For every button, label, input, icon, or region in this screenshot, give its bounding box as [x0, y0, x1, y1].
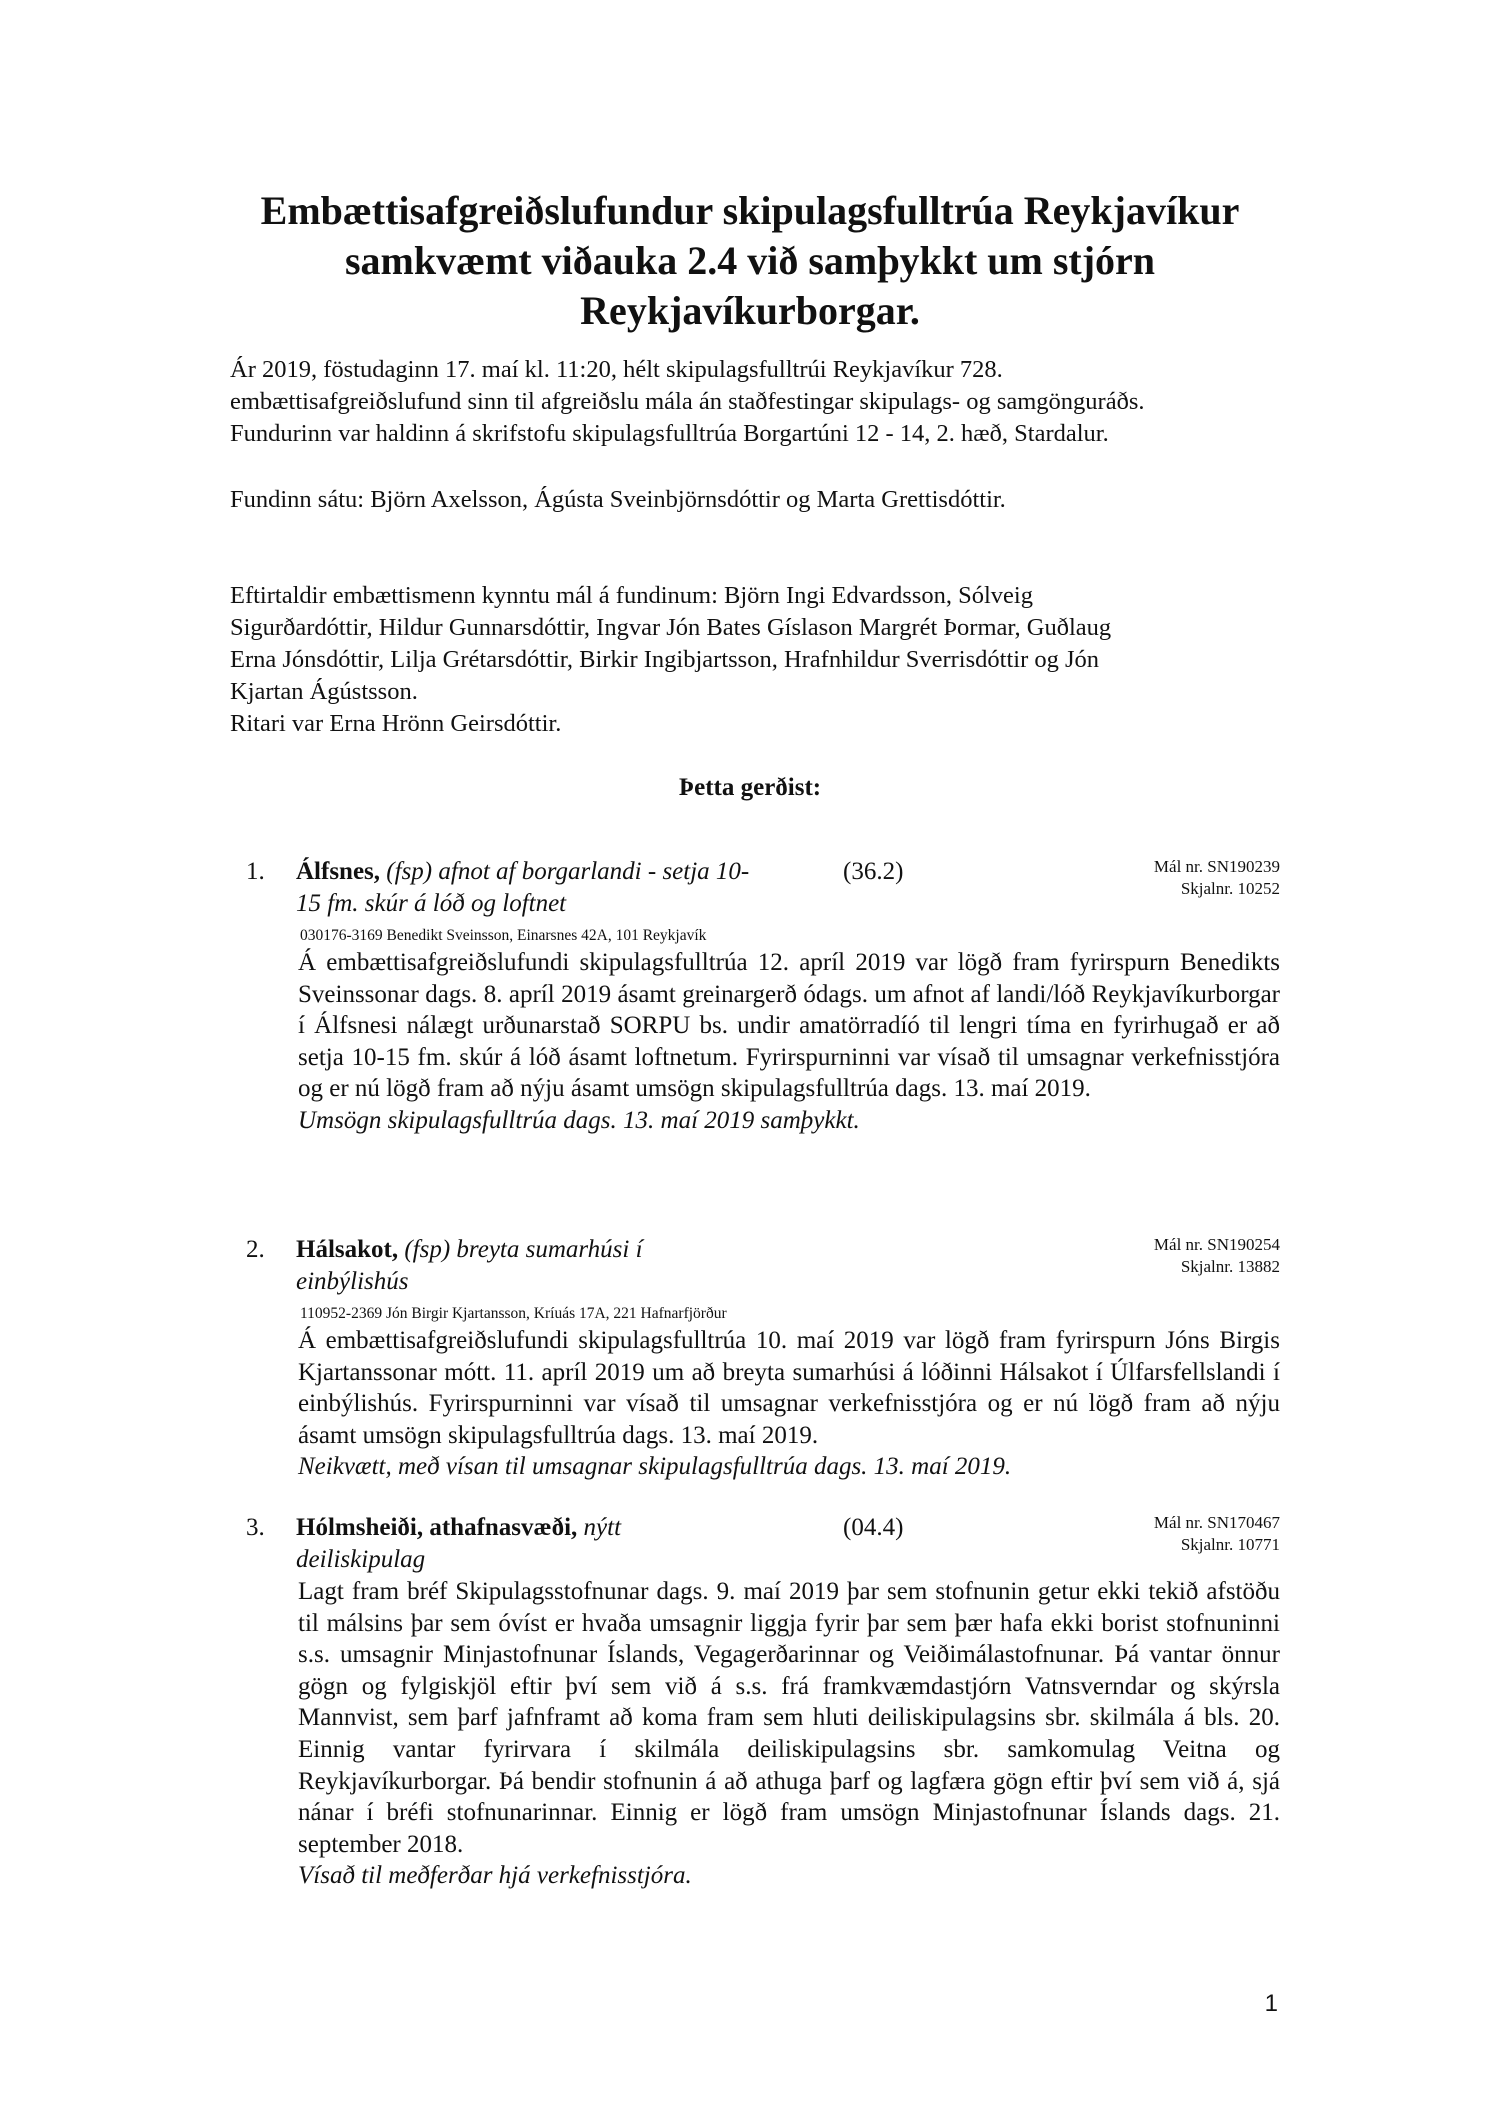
intro-line-3: Fundurinn var haldinn á skrifstofu skipulagsfulltrúa Borgartúni 12 - 14, 2. hæð, Stardalur. — [230, 420, 1109, 447]
title-line-3: Reykjavíkurborgar. — [580, 288, 920, 333]
item-body — [298, 947, 1280, 1137]
intro-paragraph — [230, 354, 1270, 450]
item-body-text: Á embættisafgreiðslufundi skipulagsfulltrúa 10. maí 2019 var lögð fram fyrirspurn Jóns Birgis Kjartanssonar mótt. 11. apríl 2019 um að breyta sumarhúsi á lóðinni Hálsakot í Úlfarsfellslandi í einbýlishús. Fyrirspurninni var vísað til umsagnar verkefnisstjóra og er nú lögð fram að nýju ásamt umsögn skipulagsfulltrúa dags. 13. maí 2019. — [298, 1327, 1280, 1449]
officials-line-1: Eftirtaldir embættismenn kynntu mál á fundinum: Björn Ingi Edvardsson, Sólveig — [230, 582, 1033, 609]
item-title — [296, 856, 749, 920]
item-title-italic-2: deiliskipulag — [296, 1546, 426, 1573]
item-title-italic-2: einbýlishús — [296, 1268, 409, 1295]
officials-paragraph — [230, 580, 1270, 708]
item-title — [296, 1234, 643, 1298]
item-title — [296, 1512, 621, 1576]
item-reference — [1154, 856, 1280, 900]
section-heading: Þetta gerðist: — [678, 774, 822, 801]
case-number: Mál nr. SN190239 — [1153, 857, 1280, 876]
item-decision: Neikvætt, með vísan til umsagnar skipulagsfulltrúa dags. 13. maí 2019. — [298, 1453, 1012, 1481]
officials-line-4: Kjartan Ágústsson. — [230, 678, 418, 705]
item-applicant: 030176-3169 Benedikt Sveinsson, Einarsnes 42A, 101 Reykjavík — [300, 927, 707, 944]
item-title-italic-2: 15 fm. skúr á lóð og loftnet — [296, 890, 567, 917]
item-title-italic-1: (fsp) afnot af borgarlandi - setja 10- — [386, 858, 750, 885]
intro-line-2: embættisafgreiðslufund sinn til afgreiðslu mála án staðfestingar skipulags- og samgönguráðs. — [230, 388, 1145, 415]
item-number: 1. — [246, 858, 265, 885]
item-body-text: Á embættisafgreiðslufundi skipulagsfulltrúa 12. apríl 2019 var lögð fram fyrirspurn Benedikts Sveinssonar dags. 8. apríl 2019 ásamt greinargerð ódags. um afnot af landi/lóð Reykjavíkurborgar í Álfsnesi nálægt urðunarstað SORPU bs. undir amatörradíó til lengri tíma en fyrirhugað er að setja 10-15 fm. skúr á lóð ásamt loftnetum. Fyrirspurninni var vísað til umsagnar verkefnisstjóra og er nú lögð fram að nýju ásamt umsögn skipulagsfulltrúa dags. 13. maí 2019. — [298, 949, 1280, 1103]
item-reference — [1154, 1234, 1280, 1278]
title-line-2: samkvæmt viðauka 2.4 við samþykkt um stjórn — [344, 238, 1156, 283]
document-number: Skjalnr. 10771 — [1180, 1535, 1280, 1554]
case-number: Mál nr. SN190254 — [1153, 1235, 1280, 1254]
document-number: Skjalnr. 13882 — [1180, 1257, 1280, 1276]
document-number: Skjalnr. 10252 — [1180, 879, 1280, 898]
title-line-1: Embættisafgreiðslufundur skipulagsfulltrúa Reykjavíkur — [260, 188, 1240, 233]
intro-line-1: Ár 2019, föstudaginn 17. maí kl. 11:20, hélt skipulagsfulltrúi Reykjavíkur 728. — [230, 356, 1003, 383]
attendees-paragraph: Fundinn sátu: Björn Axelsson, Ágústa Sveinbjörnsdóttir og Marta Grettisdóttir. — [230, 486, 1006, 513]
item-reference — [1154, 1512, 1280, 1556]
item-body — [298, 1325, 1280, 1483]
page-number: 1 — [1264, 1990, 1278, 2017]
item-area-code: (36.2) — [843, 858, 904, 885]
item-title-italic-1: (fsp) breyta sumarhúsi í — [404, 1236, 643, 1263]
secretary-paragraph: Ritari var Erna Hrönn Geirsdóttir. — [230, 710, 562, 737]
case-number: Mál nr. SN170467 — [1153, 1513, 1280, 1532]
item-title-bold: Álfsnes, — [296, 858, 381, 885]
officials-line-2: Sigurðardóttir, Hildur Gunnarsdóttir, Ingvar Jón Bates Gíslason Margrét Þormar, Guðlaug — [230, 614, 1112, 641]
item-decision: Umsögn skipulagsfulltrúa dags. 13. maí 2019 samþykkt. — [298, 1106, 860, 1134]
officials-line-3: Erna Jónsdóttir, Lilja Grétarsdóttir, Birkir Ingibjartsson, Hrafnhildur Sverrisdóttir og Jón — [230, 646, 1100, 673]
item-title-bold: Hálsakot, — [296, 1236, 399, 1263]
item-number: 2. — [246, 1236, 265, 1263]
item-title-bold: Hólmsheiði, athafnasvæði, — [296, 1514, 578, 1541]
item-title-italic-1: nýtt — [583, 1514, 622, 1541]
item-applicant: 110952-2369 Jón Birgir Kjartansson, Kríuás 17A, 221 Hafnarfjörður — [300, 1305, 727, 1322]
item-body — [298, 1576, 1280, 1892]
item-number: 3. — [246, 1514, 265, 1541]
page-title — [230, 186, 1270, 336]
item-body-text: Lagt fram bréf Skipulagsstofnunar dags. 9. maí 2019 þar sem stofnunin getur ekki tekið afstöðu til málsins þar sem óvíst er hvaða umsagnir liggja fyrir þar sem þær hafa ekki borist stofnuninni s.s. umsagnir Minjastofnunar Íslands, Vegagerðarinnar og Veiðimálastofnunar. Þá vantar önnur gögn og fylgiskjöl eftir því sem við á s.s. frá framkvæmdastjórn Vatnsverndar og skýrsla Mannvist, sem þarf jafnframt að koma fram sem hluti deiliskipulagsins sbr. skilmála á bls. 20. Einnig vantar fyrirvara í skilmála deiliskipulagsins sbr. samkomulag Veitna og Reykjavíkurborgar. Þá bendir stofnunin á að athuga þarf og lagfæra gögn eftir því sem við á, sjá nánar í bréfi stofnunarinnar. Einnig er lögð fram umsögn Minjastofnunar Íslands dags. 21. september 2018. — [298, 1578, 1280, 1858]
item-decision: Vísað til meðferðar hjá verkefnisstjóra. — [298, 1862, 692, 1890]
item-area-code: (04.4) — [843, 1514, 904, 1541]
